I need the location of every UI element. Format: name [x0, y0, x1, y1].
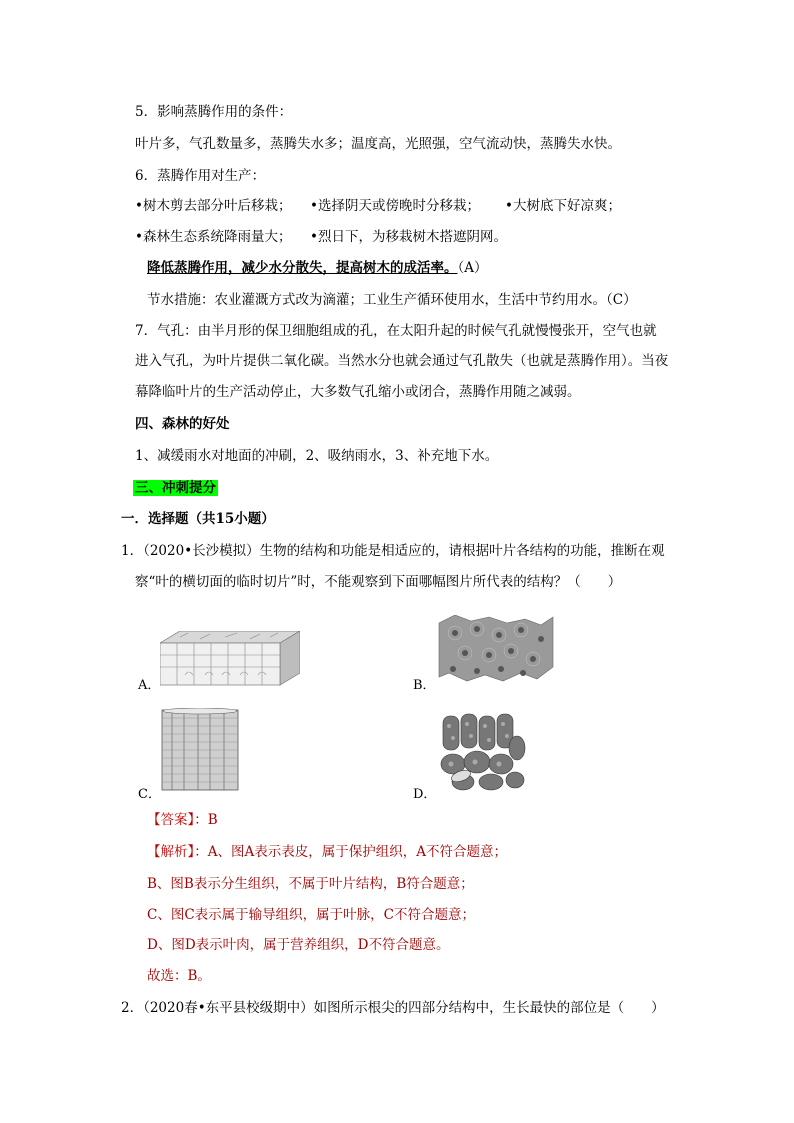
s6-conclusion-a-text: 降低蒸腾作用，减少水分散失，提高树木的成活率。	[147, 260, 458, 276]
s7-line-3: 幕降临叶片的生产活动停止，大多数气孔缩小或闭合，蒸腾作用随之减弱。	[135, 384, 581, 400]
s6-item-2: •选择阴天或傍晚时分移栽；	[310, 198, 480, 214]
s6-item-1: •树木剪去部分叶后移栽；	[135, 198, 292, 214]
option-a-label[interactable]: A．	[138, 678, 161, 693]
analysis-d: D、图D表示叶肉，属于营养组织，D不符合题意。	[147, 937, 450, 953]
sec3-title-wrap	[133, 478, 218, 498]
option-c-label[interactable]: C．	[138, 787, 161, 802]
analysis-b: B、图B表示分生组织，不属于叶片结构，B符合题意；	[147, 876, 474, 892]
q1-line-1: 1．（2020•长沙模拟）生物的结构和功能是相适应的，请根据叶片各结构的功能，推断在观	[121, 543, 665, 559]
s6-item-5: •烈日下，为移栽树木搭遮阴网。	[310, 229, 507, 245]
s5-title: 5．影响蒸腾作用的条件：	[135, 104, 293, 120]
mesophyll-tissue-image	[437, 712, 527, 792]
sec4-title: 四、森林的好处	[135, 416, 230, 432]
s5-body: 叶片多，气孔数量多，蒸腾失水多；温度高，光照强，空气流动快，蒸腾失水快。	[135, 136, 621, 152]
answer-value: ：B	[194, 812, 218, 828]
analysis-first: ：A、图A表示表皮，属于保护组织，A不符合题意；	[194, 844, 507, 860]
s6-conclusion-a	[147, 258, 488, 278]
s6-item-3: •大树底下好凉爽；	[505, 198, 621, 214]
q2-line: 2．（2020春•东平县校级期中）如图所示根尖的四部分结构中，生长最快的部位是（ ）	[121, 1000, 665, 1016]
option-b-label[interactable]: B．	[413, 678, 436, 693]
meristem-tissue-image	[437, 615, 555, 683]
conducting-tissue-image	[160, 708, 240, 791]
s7-line-1: 7．气孔：由半月形的保卫细胞组成的孔，在太阳升起的时候气孔就慢慢张开，空气也就	[135, 323, 657, 339]
s6-item-4: •森林生态系统降雨量大；	[135, 229, 292, 245]
s7-line-2: 进入气孔，为叶片提供二氧化碳。当然水分也就会通过气孔散失（也就是蒸腾作用）。当夜	[135, 353, 669, 369]
choice-title: 一．选择题（共15小题）	[121, 511, 275, 527]
sec4-body: 1、减缓雨水对地面的冲刷，2、吸纳雨水，3、补充地下水。	[135, 448, 499, 464]
analysis-c: C、图C表示属于输导组织，属于叶脉，C不符合题意；	[147, 907, 475, 923]
answer-line	[147, 810, 218, 830]
choose-line: 故选：B。	[147, 968, 211, 984]
option-d-label[interactable]: D．	[413, 787, 437, 802]
analysis-line	[147, 842, 507, 862]
epidermis-tissue-image	[160, 631, 300, 686]
answer-label: 【答案】	[147, 812, 195, 828]
analysis-label: 【解析】	[147, 844, 195, 860]
s6-conclusion-c: 节水措施：农业灌溉方式改为滴灌；工业生产循环使用水，生活中节约用水。（C）	[147, 292, 637, 308]
sec3-title: 三、冲刺提分	[135, 480, 216, 496]
s6-title: 6．蒸腾作用对生产：	[135, 168, 266, 184]
q1-line-2: 察“叶的横切面的临时切片”时，不能观察到下面哪幅图片所代表的结构？（ ）	[135, 574, 622, 590]
s6-conclusion-a-tag: （A）	[457, 260, 488, 276]
